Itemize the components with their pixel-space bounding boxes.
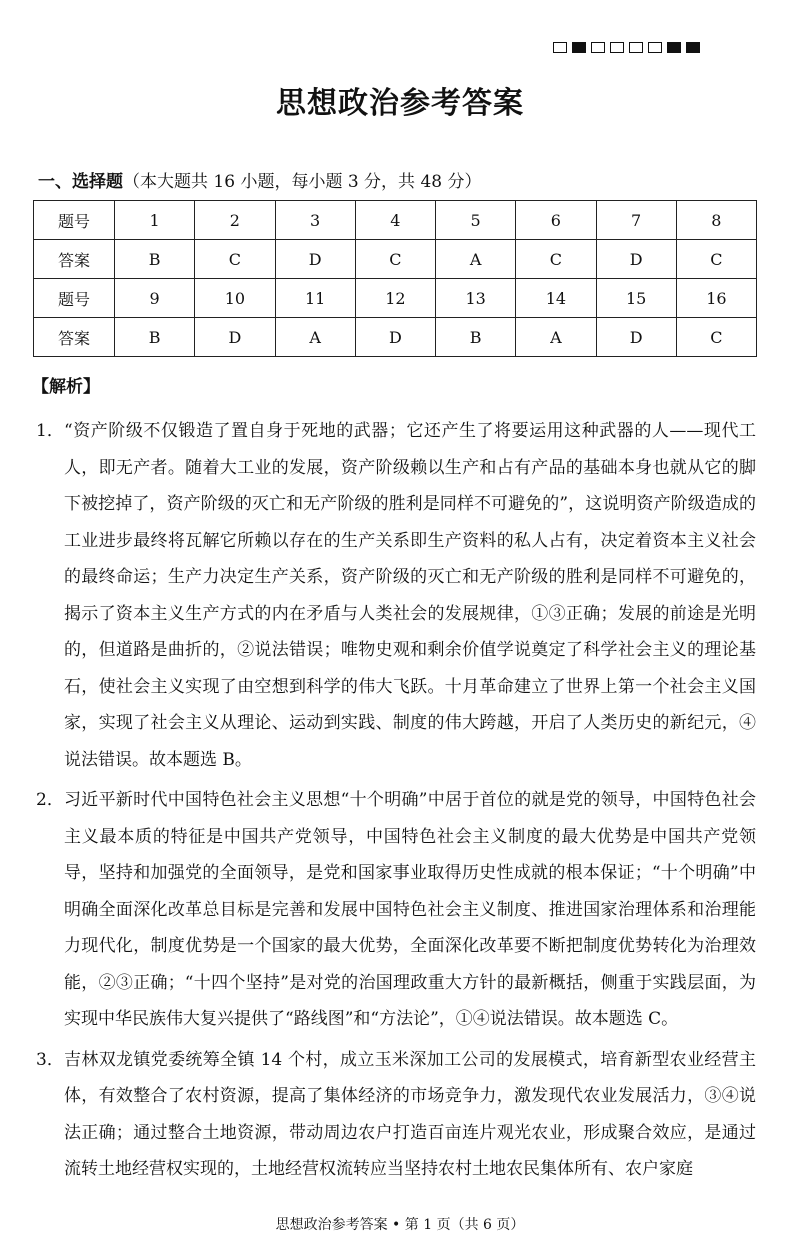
item-text: 习近平新时代中国特色社会主义思想“十个明确”中居于首位的就是党的领导，中国特色社会主义最本质的特征是中国共产党领导，中国特色社会主义制度的最大优势是中国共产党领导，坚持和加强党的全面领导，是党和国家事业取得历史性成就的根本保证；“十个明确”中明确全面深化改革总目标是完善和发展中国特色社会主义制度、推进国家治理体系和治理能力现代化，制度优势是一个国家的最大优势，全面深化改革要不断把制度优势转化为治理效能，②③正确；“十四个坚持”是对党的治国理政重大方针的最新概括，侧重于实践层面，为实现中华民族伟大复兴提供了“路线图”和“方法论”，①④说法错误。故本题选 C。 <box>64 790 756 1029</box>
table-cell: D <box>195 318 275 357</box>
table-cell: 11 <box>275 279 355 318</box>
paper-code-boxes <box>553 42 700 53</box>
table-cell: C <box>516 240 596 279</box>
section-label: 一、选择题 <box>38 172 123 192</box>
table-cell: C <box>195 240 275 279</box>
code-box <box>648 42 662 53</box>
page-title: 思想政治参考答案 <box>276 86 524 121</box>
analysis-section <box>36 413 756 1192</box>
row-header: 答案 <box>34 318 115 357</box>
table-cell: C <box>355 240 435 279</box>
section-heading <box>38 167 482 192</box>
code-box <box>629 42 643 53</box>
item-number: 2． <box>36 790 64 810</box>
table-cell: C <box>676 240 756 279</box>
table-cell: B <box>115 240 195 279</box>
row-header: 答案 <box>34 240 115 279</box>
row-header: 题号 <box>34 279 115 318</box>
item-number: 1． <box>36 421 64 441</box>
table-cell: 3 <box>275 201 355 240</box>
item-number: 3． <box>36 1049 64 1070</box>
code-box <box>610 42 624 53</box>
table-cell: B <box>436 318 516 357</box>
code-box <box>667 42 681 53</box>
table-cell: 8 <box>676 201 756 240</box>
item-text: 吉林双龙镇党委统筹全镇 14 个村，成立玉米深加工公司的发展模式，培育新型农业经营主体，有效整合了农村资源，提高了集体经济的市场竞争力，激发现代农业发展活力，③④说法正确；通过整合土地资源，带动周边农户打造百亩连片观光农业，形成聚合效应，是通过流转土地经营权实现的，土地经营权流转应当坚持农村土地农民集体所有、农户家庭 <box>64 1049 756 1179</box>
code-box <box>553 42 567 53</box>
table-cell: 15 <box>596 279 676 318</box>
table-cell: A <box>275 318 355 357</box>
code-box <box>686 42 700 53</box>
table-cell: 13 <box>436 279 516 318</box>
table-cell: 4 <box>355 201 435 240</box>
table-cell: 7 <box>596 201 676 240</box>
section-note: （本大题共 16 小题，每小题 3 分，共 48 分） <box>123 172 482 192</box>
table-cell: 12 <box>355 279 435 318</box>
table-row <box>34 279 757 318</box>
table-cell: B <box>115 318 195 357</box>
page-footer: 思想政治参考答案 • 第 1 页（共 6 页） <box>275 1217 525 1233</box>
table-row <box>34 201 757 240</box>
table-cell: D <box>275 240 355 279</box>
item-text: “资产阶级不仅锻造了置自身于死地的武器；它还产生了将要运用这种武器的人——现代工人，即无产者。随着大工业的发展，资产阶级赖以生产和占有产品的基础本身也就从它的脚下被挖掉了，资产阶级的灭亡和无产阶级的胜利是同样不可避免的”，这说明资产阶级造成的工业进步最终将瓦解它所赖以存在的生产关系即生产资料的私人占有，决定着资本主义社会的最终命运；生产力决定生产关系，资产阶级的灭亡和无产阶级的胜利是同样不可避免的，揭示了资本主义生产方式的内在矛盾与人类社会的发展规律，①③正确；发展的前途是光明的，但道路是曲折的，②说法错误；唯物史观和剩余价值学说奠定了科学社会主义的理论基石，使社会主义实现了由空想到科学的伟大飞跃。十月革命建立了世界上第一个社会主义国家，实现了社会主义从理论、运动到实践、制度的伟大跨越，开启了人类历史的新纪元，④说法错误。故本题选 B。 <box>64 421 756 770</box>
analysis-item <box>36 413 756 778</box>
table-cell: 5 <box>436 201 516 240</box>
table-cell: 16 <box>676 279 756 318</box>
table-cell: A <box>516 318 596 357</box>
code-box <box>572 42 586 53</box>
analysis-item <box>36 782 756 1038</box>
table-cell: 9 <box>115 279 195 318</box>
table-cell: D <box>596 240 676 279</box>
table-cell: A <box>436 240 516 279</box>
table-cell: 2 <box>195 201 275 240</box>
analysis-heading: 【解析】 <box>32 377 100 397</box>
table-cell: 6 <box>516 201 596 240</box>
code-box <box>591 42 605 53</box>
row-header: 题号 <box>34 201 115 240</box>
answer-table <box>33 200 757 357</box>
table-row <box>34 318 757 357</box>
table-cell: 10 <box>195 279 275 318</box>
table-cell: D <box>596 318 676 357</box>
table-cell: 1 <box>115 201 195 240</box>
table-row <box>34 240 757 279</box>
table-cell: D <box>355 318 435 357</box>
analysis-item <box>36 1042 756 1188</box>
table-cell: C <box>676 318 756 357</box>
table-cell: 14 <box>516 279 596 318</box>
